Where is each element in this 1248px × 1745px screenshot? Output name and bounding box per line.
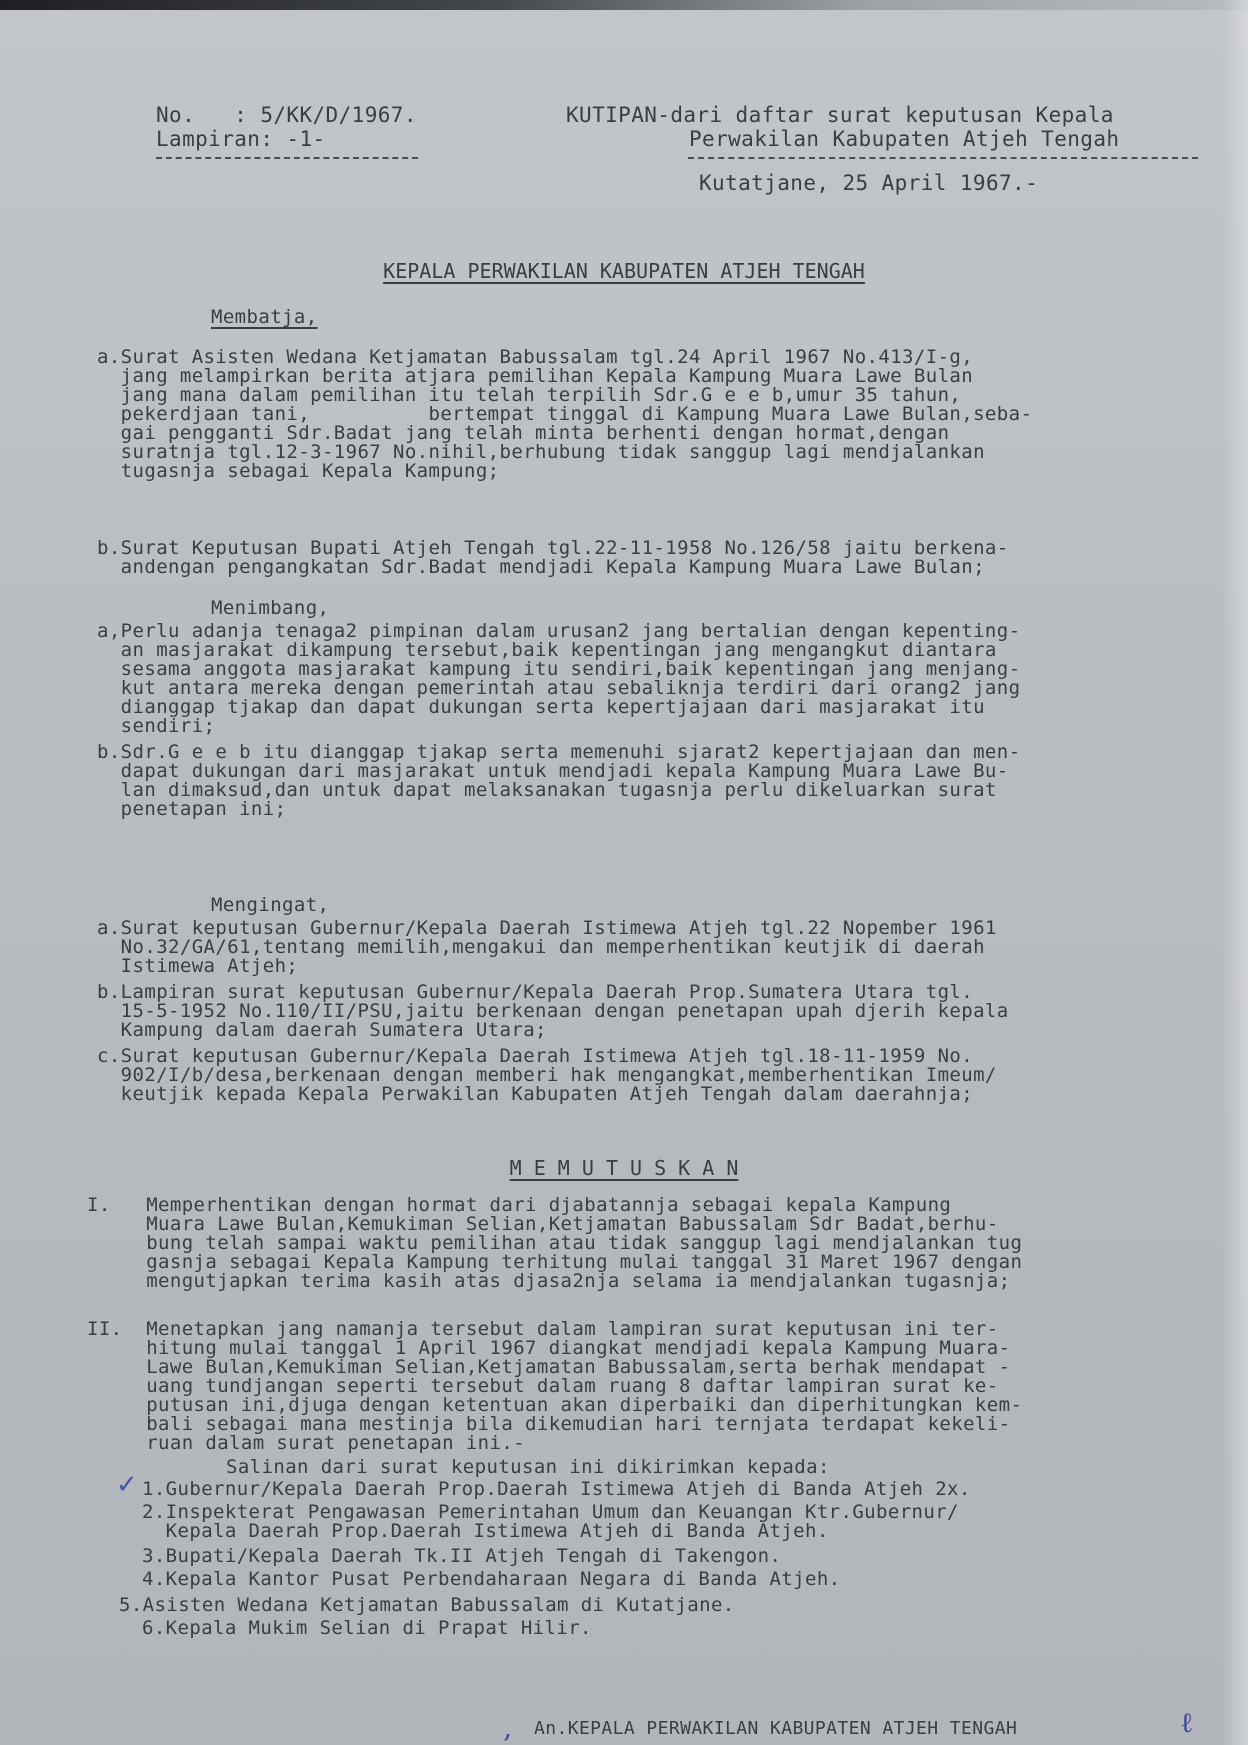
recipient-line: 3.Bupati/Kepala Daerah Tk.II Atjeh Tengah di Takengon. [142,1545,782,1567]
paragraph-line: No.32/GA/61,tentang memilih,mengakui dan memperhentikan keutjik di daerah [97,936,985,958]
paragraph-line: Istimewa Atjeh; [97,955,299,977]
section-heading-membatja: Membatja, [211,306,318,328]
decision-line: Lawe Bulan,Kemukiman Selian,Ketjamatan Babussalam,serta berhak mendapat - [87,1356,1011,1378]
paragraph-line: an masjarakat dikampung tersebut,baik kepentingan jang mengangkut diantara [97,639,997,661]
recipient-line: 1.Gubernur/Kepala Daerah Prop.Daerah Istimewa Atjeh di Banda Atjeh 2x. [142,1478,971,1500]
document-title [0,259,1248,283]
checkmark-icon: ✓ [116,1470,138,1500]
paragraph-line: sendiri; [97,715,216,737]
decision-heading [0,1156,1248,1180]
decision-line: bung telah sampai waktu pemilihan atau tidak sanggup lagi mendjalankan tug [87,1232,1023,1254]
decision-line: mengutjapkan terima kasih atas djasa2nja selama ia mendjalankan tugasnja; [87,1270,1011,1292]
paragraph-line: dianggap tjakap dan dapat dukungan serta kepertjajaan dari masjarakat itu [97,696,985,718]
paragraph-line: kut antara mereka dengan pemerintah atau sebaliknja terdiri dari orang2 jang [97,677,1021,699]
paragraph-line: b.Lampiran surat keputusan Gubernur/Kepala Daerah Prop.Sumatera Utara tgl. [97,981,974,1003]
header-left-rule [156,157,418,159]
section-heading-menimbang: Menimbang, [211,597,330,619]
decision-line: uang tundjangan seperti tersebut dalam ruang 8 daftar lampiran surat ke- [87,1375,999,1397]
letter-number: No. : 5/KK/D/1967. [156,103,417,127]
paragraph-line: gai pengganti Sdr.Badat jang telah minta berhenti dengan hormat,dengan [97,422,950,444]
paragraph-line: sesama anggota masjarakat kampung itu sendiri,baik kepentingan jang menjang- [97,658,1021,680]
header-right-rule [688,157,1198,159]
decision-line: ruan dalam surat penetapan ini.- [87,1432,526,1454]
document-title-text: KEPALA PERWAKILAN KABUPATEN ATJEH TENGAH [383,259,865,283]
attachment-label: Lampiran: -1- [156,127,326,151]
decision-line: bali sebagai mana mestinja bila dikemudian hari ternjata terdapat kekeli- [87,1413,1011,1435]
paragraph-line: b.Surat Keputusan Bupati Atjeh Tengah tgl.22-11-1958 No.126/58 jaitu berkena- [97,537,1009,559]
paragraph-line: jang melampirkan berita atjara pemilihan Kepala Kampung Muara Lawe Bulan [97,365,974,387]
letter-date: Kutatjane, 25 April 1967.- [699,171,1039,195]
paragraph-line: a.Surat Asisten Wedana Ketjamatan Babussalam tgl.24 April 1967 No.413/I-g, [97,346,974,368]
paragraph-line: a.Surat keputusan Gubernur/Kepala Daerah Istimewa Atjeh tgl.22 Nopember 1961 [97,917,997,939]
recipient-line: 2.Inspekterat Pengawasan Pemerintahan Umum dan Keuangan Ktr.Gubernur/ [142,1501,959,1523]
paragraph-line: pekerdjaan tani, bertempat tinggal di Kampung Muara Lawe Bulan,seba- [97,403,1033,425]
recipient-line: 4.Kepala Kantor Pusat Perbendaharaan Negara di Banda Atjeh. [142,1568,841,1590]
initial-mark-icon: ℓ [1180,1706,1194,1739]
decision-line: gasnja sebagai Kepala Kampung terhitung mulai tanggal 31 Maret 1967 dengan [87,1251,1023,1273]
paragraph-line: tugasnja sebagai Kepala Kampung; [97,460,500,482]
paragraph-line: lan dimaksud,dan untuk dapat melaksanakan tugasnja perlu dikeluarkan surat [97,779,997,801]
decision-line: II. Menetapkan jang namanja tersebut dalam lampiran surat keputusan ini ter- [87,1318,999,1340]
excerpt-line-1: KUTIPAN-dari daftar surat keputusan Kepala [566,103,1114,127]
recipient-line: 6.Kepala Mukim Selian di Prapat Hilir. [142,1617,592,1639]
paragraph-line: suratnja tgl.12-3-1967 No.nihil,berhubung tidak sanggup lagi mendjalankan [97,441,985,463]
signature-line: An.KEPALA PERWAKILAN KABUPATEN ATJEH TENGAH [534,1718,1018,1739]
section-heading-mengingat: Mengingat, [211,894,330,916]
decision-heading-text: M E M U T U S K A N [509,1156,739,1180]
pen-mark-icon: ‚ [503,1711,512,1744]
paragraph-line: penetapan ini; [97,798,287,820]
recipient-line: Kepala Daerah Prop.Daerah Istimewa Atjeh di Banda Atjeh. [142,1520,829,1542]
paragraph-line: 15-5-1952 No.110/II/PSU,jaitu berkenaan dengan penetapan upah djerih kepala [97,1000,1009,1022]
paragraph-line: 902/I/b/desa,berkenaan dengan memberi hak mengangkat,memberhentikan Imeum/ [97,1064,997,1086]
copies-intro: Salinan dari surat keputusan ini dikirimkan kepada: [226,1456,830,1478]
paragraph-line: b.Sdr.G e e b itu dianggap tjakap serta memenuhi sjarat2 kepertjajaan dan men- [97,741,1021,763]
paragraph-line: c.Surat keputusan Gubernur/Kepala Daerah Istimewa Atjeh tgl.18-11-1959 No. [97,1045,974,1067]
decision-line: I. Memperhentikan dengan hormat dari djabatannja sebagai kepala Kampung [87,1194,952,1216]
paragraph-line: keutjik kepada Kepala Perwakilan Kabupaten Atjeh Tengah dalam daerahnja; [97,1083,974,1105]
paragraph-line: dapat dukungan dari masjarakat untuk mendjadi kepala Kampung Muara Lawe Bu- [97,760,1009,782]
decision-line: Muara Lawe Bulan,Kemukiman Selian,Ketjamatan Babussalam Sdr Badat,berhu- [87,1213,999,1235]
scan-edge-top [0,0,1248,10]
paragraph-line: andengan pengangkatan Sdr.Badat mendjadi Kepala Kampung Muara Lawe Bulan; [97,556,985,578]
decision-line: hitung mulai tanggal 1 April 1967 diangkat mendjadi kepala Kampung Muara- [87,1337,1011,1359]
paragraph-line: a,Perlu adanja tenaga2 pimpinan dalam urusan2 jang bertalian dengan kepenting- [97,620,1021,642]
decision-line: putusan ini,djuga dengan ketentuan akan diperbaiki dan diperhitungkan kem- [87,1394,1023,1416]
paragraph-line: jang mana dalam pemilihan itu telah terpilih Sdr.G e e b,umur 35 tahun, [97,384,962,406]
excerpt-line-2: Perwakilan Kabupaten Atjeh Tengah [689,127,1120,151]
paragraph-line: Kampung dalam daerah Sumatera Utara; [97,1019,547,1041]
recipient-line: 5.Asisten Wedana Ketjamatan Babussalam di Kutatjane. [119,1594,735,1616]
